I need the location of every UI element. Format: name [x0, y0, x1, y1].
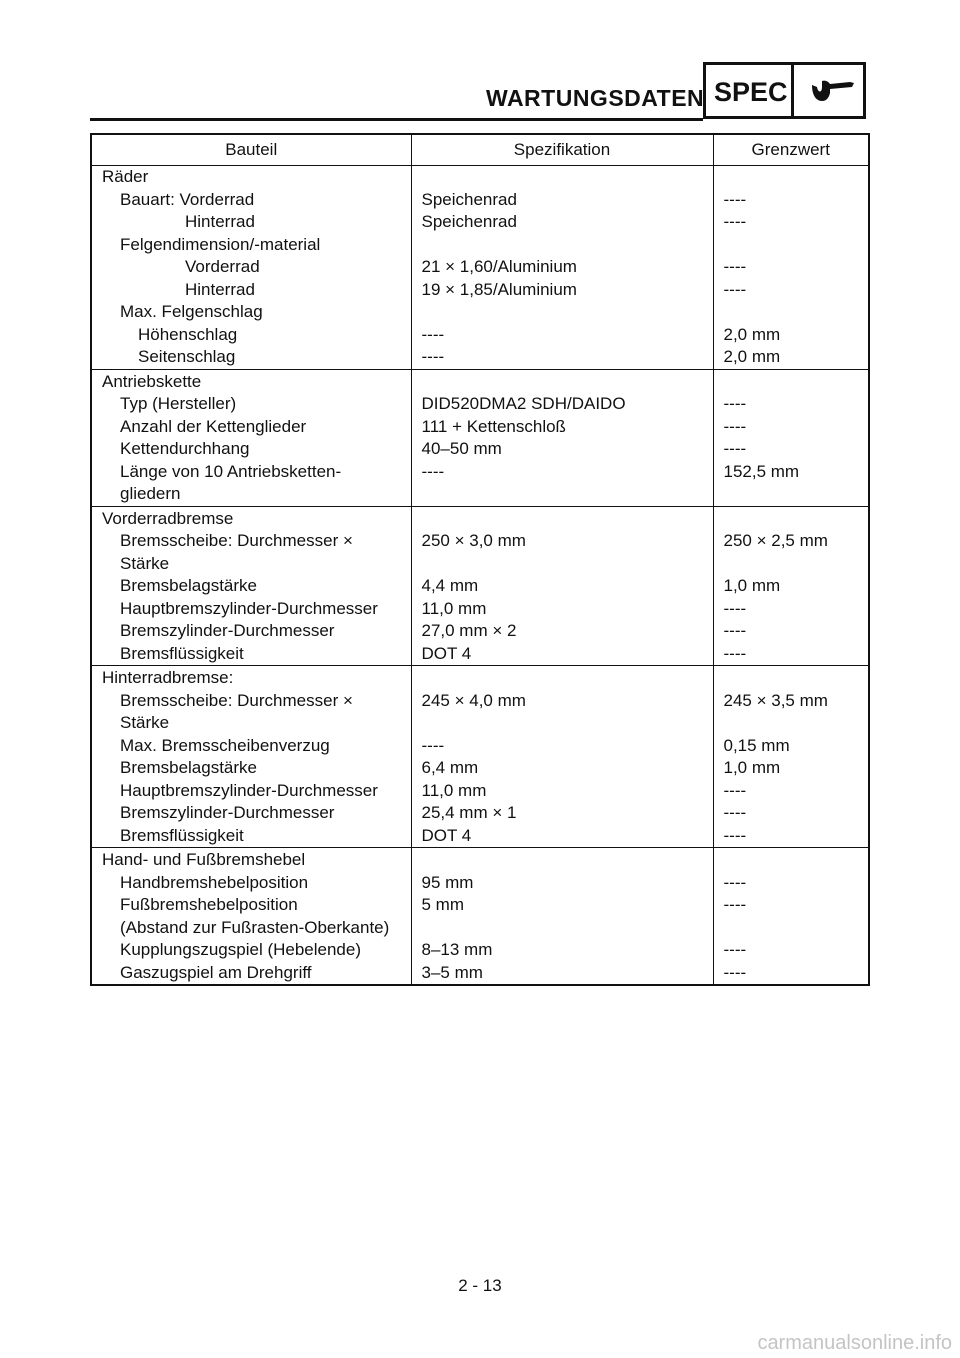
spezifikation-cell: 111 + Kettenschloß: [411, 416, 713, 439]
spezifikation-cell: Speichenrad: [411, 189, 713, 212]
table-row: [91, 598, 869, 621]
grenzwert-cell: 0,15 mm: [723, 735, 790, 755]
spezifikation-cell: ----: [411, 346, 713, 369]
table-row: [91, 735, 869, 758]
table-row: [91, 939, 869, 962]
grenzwert-cell: ----: [723, 598, 747, 618]
bauteil-cell: Kettendurchhang: [91, 438, 411, 461]
spezifikation-cell: 25,4 mm × 1: [411, 802, 713, 825]
grenzwert-cell: ----: [723, 940, 747, 959]
spezifikation-cell: 95 mm: [411, 872, 713, 895]
table-row: [91, 189, 869, 212]
table-row: [91, 643, 869, 666]
grenzwert-cell: ----: [723, 895, 747, 914]
grenzwert-cell: ----: [723, 257, 747, 276]
bauteil-cell: Seitenschlag: [91, 346, 411, 369]
grenzwert-cell: ----: [723, 621, 747, 640]
wrench-icon: [808, 79, 856, 105]
grenzwert-cell: ----: [713, 962, 869, 986]
table-row: [91, 346, 869, 369]
grenzwert-cell: [713, 166, 869, 189]
bauteil-cell: Max. Bremsscheibenverzug: [91, 735, 411, 758]
spezifikation-cell: [411, 234, 713, 257]
grenzwert-cell: ----: [723, 394, 747, 413]
grenzwert-cell: [713, 506, 869, 530]
spezifikation-cell: 6,4 mm: [411, 757, 713, 780]
bauteil-cell: Hinterradbremse:: [91, 666, 411, 690]
table-header-row: [91, 134, 869, 166]
bauteil-cell: Vorderrad: [91, 256, 411, 279]
spezifikation-cell: ----: [411, 461, 713, 507]
column-header: Bauteil: [91, 134, 411, 166]
grenzwert-cell: [713, 369, 869, 393]
spezifikation-cell: [411, 848, 713, 872]
bauteil-cell: Handbremshebelposition: [91, 872, 411, 895]
page-title: WARTUNGSDATEN: [486, 85, 705, 111]
bauteil-cell: Bremsflüssigkeit: [91, 825, 411, 848]
spec-box: [703, 62, 866, 119]
table-row: [91, 690, 869, 735]
bauteil-cell: Bremszylinder-Durchmesser: [91, 802, 411, 825]
bauteil-cell: Gaszugspiel am Drehgriff: [91, 962, 411, 986]
spezifikation-cell: [411, 666, 713, 690]
table-row: [91, 872, 869, 895]
spezifikation-cell: DOT 4: [411, 825, 713, 848]
table-row: [91, 393, 869, 416]
table-row: [91, 279, 869, 302]
table-row: [91, 438, 869, 461]
grenzwert-cell: 1,0 mm: [723, 576, 781, 595]
bauteil-cell: Vorderradbremse: [91, 506, 411, 530]
grenzwert-cell: ----: [723, 212, 747, 231]
grenzwert-cell: ----: [713, 643, 869, 666]
grenzwert-cell: ----: [723, 279, 747, 299]
spezifikation-cell: 21 × 1,60/Aluminium: [411, 256, 713, 279]
spezifikation-cell: 3–5 mm: [411, 962, 713, 986]
spezifikation-cell: DOT 4: [411, 643, 713, 666]
table-row: [91, 620, 869, 643]
grenzwert-cell: [713, 848, 869, 872]
column-header: Grenzwert: [713, 134, 869, 166]
spezifikation-cell: [411, 506, 713, 530]
grenzwert-cell: ----: [723, 780, 747, 800]
grenzwert-cell: 1,0 mm: [723, 758, 781, 777]
grenzwert-cell: ----: [723, 416, 747, 436]
table-row: [91, 757, 869, 780]
spezifikation-cell: 27,0 mm × 2: [411, 620, 713, 643]
table-row: [91, 917, 869, 940]
table-row: [91, 506, 869, 530]
spezifikation-cell: ----: [411, 324, 713, 347]
spec-table: [90, 133, 870, 986]
grenzwert-cell: ----: [723, 189, 747, 209]
grenzwert-cell: 245 × 3,5 mm: [723, 690, 828, 710]
bauteil-cell: Max. Felgenschlag: [91, 301, 411, 324]
page-number: 2 - 13: [458, 1276, 502, 1295]
grenzwert-cell: ----: [723, 803, 747, 822]
bauteil-cell: Hinterrad: [91, 279, 411, 302]
spezifikation-cell: [411, 917, 713, 940]
bauteil-cell: Hauptbremszylinder-Durchmesser: [91, 598, 411, 621]
grenzwert-cell: [713, 301, 869, 324]
watermark: carmanualsonline.info: [757, 1332, 952, 1354]
bauteil-cell: Fußbremshebelposition: [91, 894, 411, 917]
table-row: [91, 369, 869, 393]
table-row: [91, 301, 869, 324]
spezifikation-cell: 40–50 mm: [411, 438, 713, 461]
table-row: [91, 256, 869, 279]
table-row: [91, 166, 869, 189]
bauteil-cell: Typ (Hersteller): [91, 393, 411, 416]
header-rule: [90, 118, 703, 121]
spezifikation-cell: 11,0 mm: [411, 598, 713, 621]
grenzwert-cell: ----: [723, 872, 747, 892]
table-row: [91, 530, 869, 575]
grenzwert-cell: ----: [713, 825, 869, 848]
bauteil-cell: Räder: [91, 166, 411, 189]
bauteil-cell: Kupplungszugspiel (Hebelende): [91, 939, 411, 962]
table-row: [91, 802, 869, 825]
grenzwert-cell: 2,0 mm: [723, 324, 781, 344]
spec-label: SPEC: [714, 77, 788, 107]
grenzwert-cell: [713, 917, 869, 940]
table-row: [91, 416, 869, 439]
bauteil-cell: Bremszylinder-Durchmesser: [91, 620, 411, 643]
spec-divider: [791, 65, 794, 116]
table-row: [91, 461, 869, 507]
spezifikation-cell: 250 × 3,0 mm: [411, 530, 713, 575]
table-row: [91, 211, 869, 234]
table-row: [91, 324, 869, 347]
table-row: [91, 825, 869, 848]
spezifikation-cell: 19 × 1,85/Aluminium: [411, 279, 713, 302]
table-row: [91, 575, 869, 598]
spezifikation-cell: 4,4 mm: [411, 575, 713, 598]
bauteil-cell: Hand- und Fußbremshebel: [91, 848, 411, 872]
spezifikation-cell: 245 × 4,0 mm: [411, 690, 713, 735]
bauteil-cell: Bauart: Vorderrad: [91, 189, 411, 212]
spezifikation-cell: [411, 301, 713, 324]
grenzwert-cell: 152,5 mm: [713, 461, 869, 507]
bauteil-cell: Antriebskette: [91, 369, 411, 393]
bauteil-cell: (Abstand zur Fußrasten-Oberkante): [91, 917, 411, 940]
spezifikation-cell: Speichenrad: [411, 211, 713, 234]
table-row: [91, 666, 869, 690]
bauteil-cell: Bremsbelagstärke: [91, 757, 411, 780]
column-header: Spezifikation: [411, 134, 713, 166]
spezifikation-cell: DID520DMA2 SDH/DAIDO: [411, 393, 713, 416]
spezifikation-cell: 11,0 mm: [411, 780, 713, 803]
grenzwert-cell: 250 × 2,5 mm: [723, 531, 828, 550]
spezifikation-cell: [411, 369, 713, 393]
table-row: [91, 234, 869, 257]
grenzwert-cell: 2,0 mm: [713, 346, 869, 369]
grenzwert-cell: [713, 234, 869, 257]
table-row: [91, 848, 869, 872]
table-row: [91, 962, 869, 986]
spezifikation-cell: 5 mm: [411, 894, 713, 917]
bauteil-cell: Anzahl der Kettenglieder: [91, 416, 411, 439]
spezifikation-cell: ----: [411, 735, 713, 758]
table-row: [91, 894, 869, 917]
spezifikation-cell: [411, 166, 713, 189]
bauteil-cell: Hinterrad: [91, 211, 411, 234]
bauteil-cell: Länge von 10 Antriebsketten- gliedern: [91, 461, 411, 507]
bauteil-cell: Bremsscheibe: Durchmesser × Stärke: [91, 530, 411, 575]
grenzwert-cell: ----: [723, 439, 747, 458]
bauteil-cell: Bremsscheibe: Durchmesser × Stärke: [91, 690, 411, 735]
spezifikation-cell: 8–13 mm: [411, 939, 713, 962]
grenzwert-cell: [713, 666, 869, 690]
bauteil-cell: Bremsbelagstärke: [91, 575, 411, 598]
bauteil-cell: Höhenschlag: [91, 324, 411, 347]
bauteil-cell: Bremsflüssigkeit: [91, 643, 411, 666]
table-row: [91, 780, 869, 803]
bauteil-cell: Felgendimension/-material: [91, 234, 411, 257]
bauteil-cell: Hauptbremszylinder-Durchmesser: [91, 780, 411, 803]
